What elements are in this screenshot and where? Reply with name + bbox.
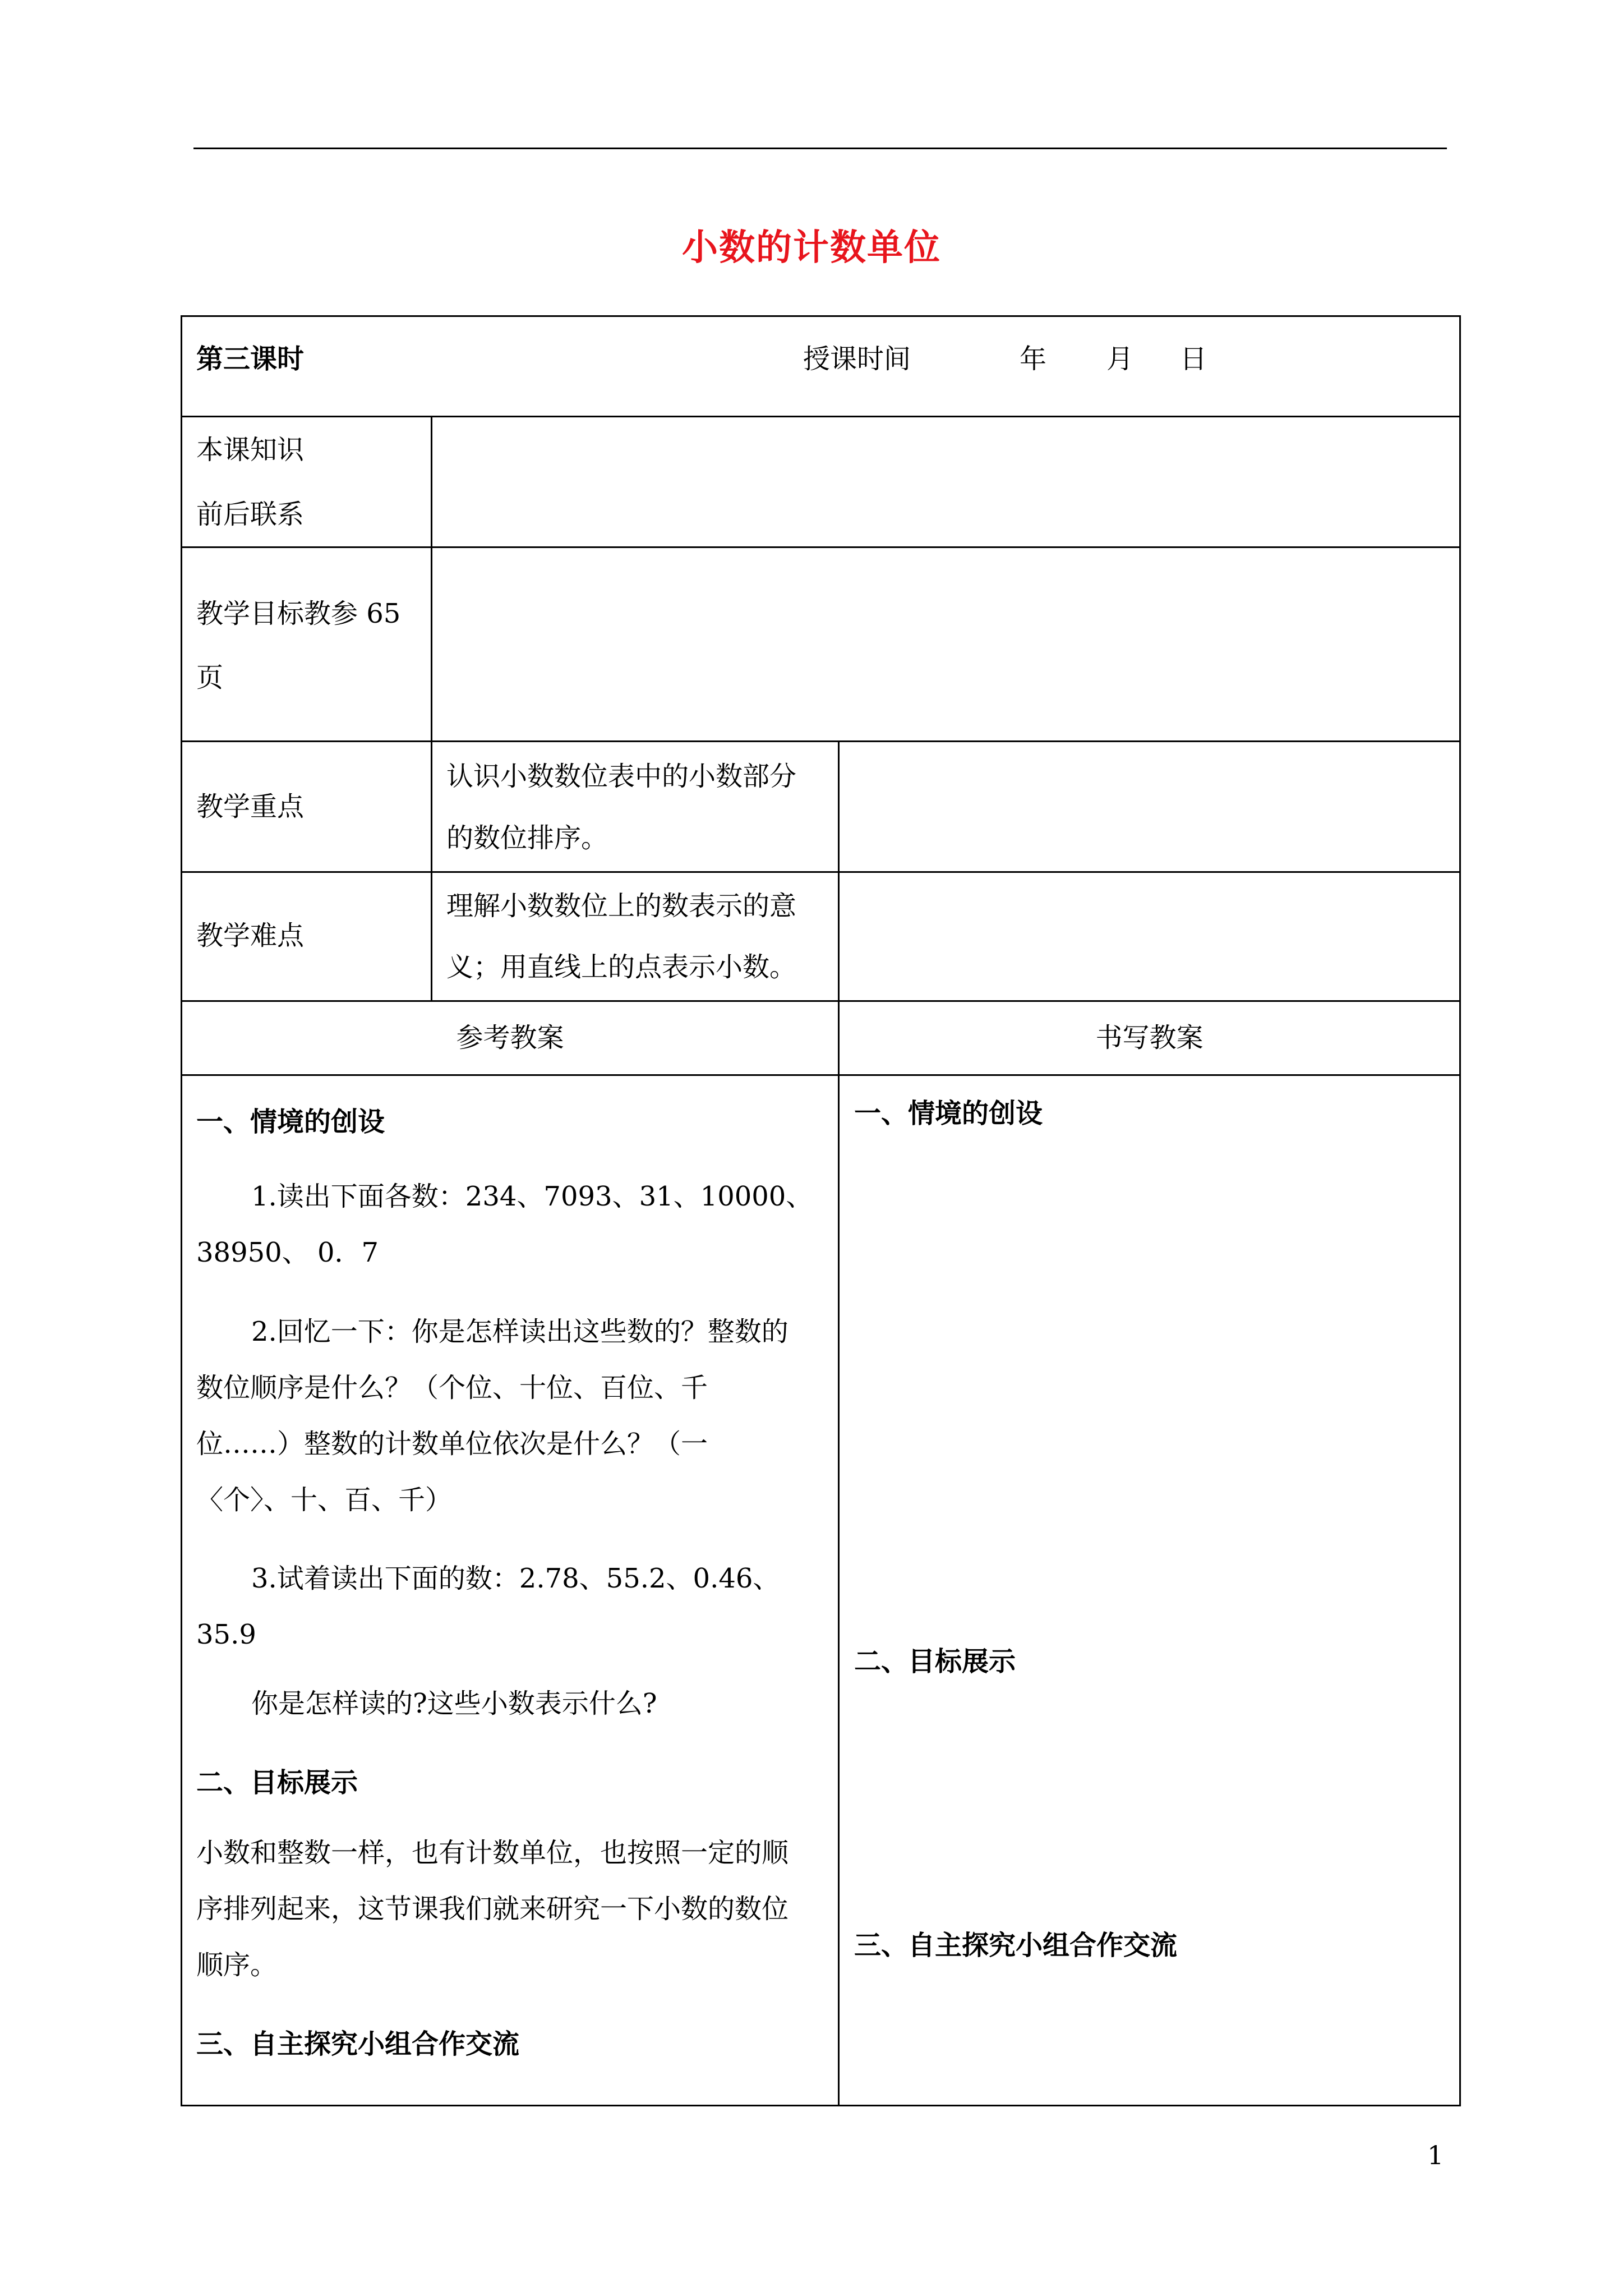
- difficulty-text-line1: 理解小数数位上的数表示的意: [446, 890, 797, 922]
- reference-goal-line2: 序排列起来，这节课我们就来研究一下小数的数位: [196, 1893, 789, 1925]
- reference-item2-line4: 〈个〉、十、百、千）: [196, 1484, 453, 1516]
- writing-section2-heading: 二、目标展示: [854, 1646, 1016, 1677]
- day-label: 日: [1180, 343, 1207, 375]
- key-point-label: 教学重点: [196, 791, 305, 822]
- difficulty-text-line2: 义；用直线上的点表示小数。: [446, 951, 797, 983]
- connection-label-line1: 本课知识: [196, 434, 305, 466]
- key-point-text-line1: 认识小数数位表中的小数部分: [446, 761, 797, 792]
- reference-item1-line1: 1.读出下面各数：234、7093、31、10000、: [251, 1181, 813, 1212]
- table-line: [181, 416, 1461, 417]
- reference-goal-line3: 顺序。: [196, 1949, 278, 1981]
- table-line: [181, 315, 1461, 317]
- table-line: [1459, 315, 1461, 2106]
- objective-label-line2: 页: [196, 662, 224, 693]
- reference-item3-line1: 3.试着读出下面的数：2.78、55.2、0.46、: [251, 1563, 780, 1594]
- writing-section3-heading: 三、自主探究小组合作交流: [854, 1930, 1178, 1961]
- page-title: 小数的计数单位: [682, 227, 941, 269]
- reference-item2-line3: 位……）整数的计数单位依次是什么？（一: [196, 1428, 708, 1460]
- page-number: 1: [1427, 2140, 1444, 2170]
- table-line: [181, 1074, 1461, 1076]
- reference-item3-line2: 35.9: [196, 1619, 256, 1650]
- lesson-period: 第三课时: [196, 343, 305, 375]
- writing-section1-heading: 一、情境的创设: [854, 1098, 1043, 1129]
- objective-label-line1: 教学目标教参 65: [196, 598, 401, 629]
- reference-plan-header: 参考教案: [456, 1022, 564, 1053]
- table-line: [181, 546, 1461, 548]
- reference-goal-line1: 小数和整数一样，也有计数单位，也按照一定的顺: [196, 1837, 789, 1869]
- reference-section1-heading: 一、情境的创设: [196, 1106, 385, 1138]
- writing-plan-header: 书写教案: [1095, 1022, 1204, 1053]
- difficulty-label: 教学难点: [196, 920, 305, 951]
- month-label: 月: [1106, 343, 1134, 375]
- teaching-time-label: 授课时间: [803, 343, 911, 375]
- table-line: [181, 315, 182, 2106]
- connection-label-line2: 前后联系: [196, 499, 305, 530]
- key-point-text-line2: 的数位排序。: [446, 822, 608, 854]
- reference-section3-heading: 三、自主探究小组合作交流: [196, 2028, 520, 2060]
- table-line: [181, 1000, 1461, 1002]
- table-line: [431, 416, 432, 1002]
- reference-section2-heading: 二、目标展示: [196, 1767, 358, 1798]
- table-line: [181, 2105, 1461, 2106]
- reference-item1-line2: 38950、 0．7: [196, 1237, 379, 1268]
- table-line: [181, 740, 1461, 742]
- reference-item2-line2: 数位顺序是什么？（个位、十位、百位、千: [196, 1372, 708, 1404]
- header-rule: [193, 148, 1447, 149]
- table-line: [838, 740, 840, 2106]
- table-line: [181, 871, 1461, 873]
- reference-item2-line1: 2.回忆一下：你是怎样读出这些数的？整数的: [251, 1316, 789, 1347]
- year-label: 年: [1020, 343, 1047, 375]
- reference-question: 你是怎样读的?这些小数表示什么?: [251, 1688, 657, 1719]
